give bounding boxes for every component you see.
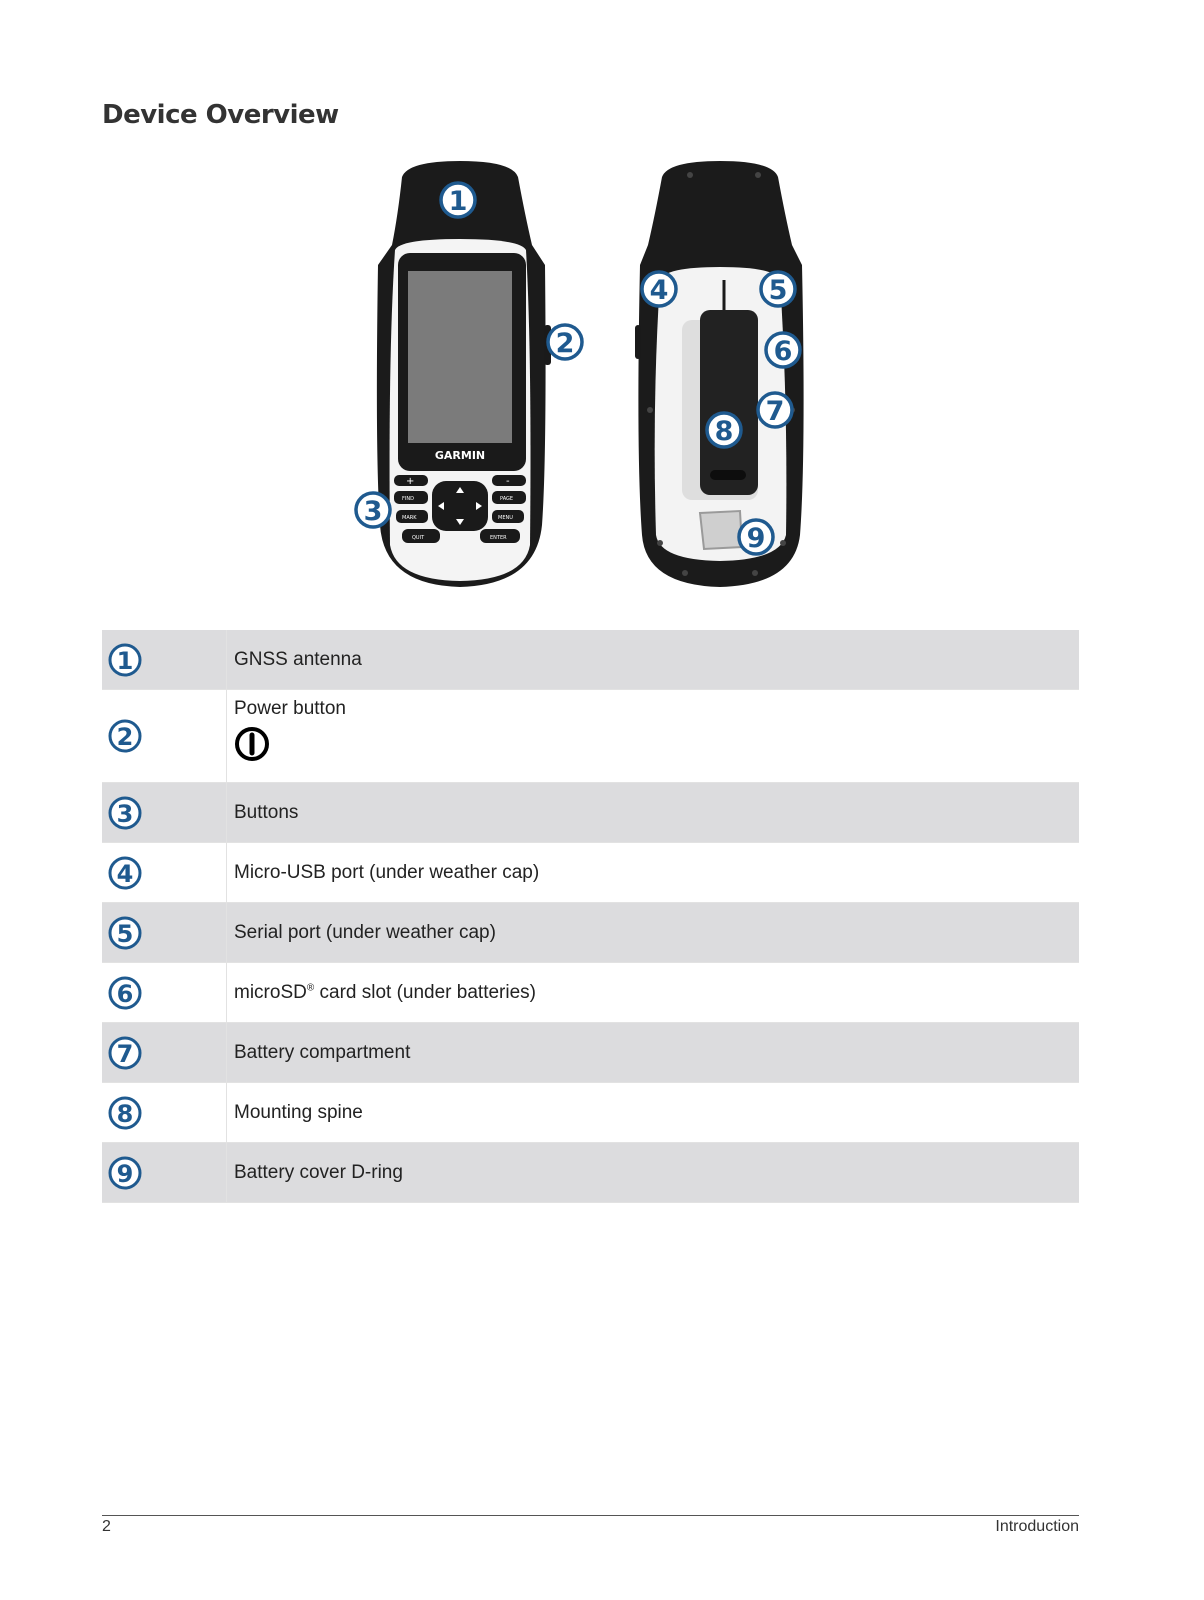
callout-badge-icon <box>107 1095 143 1131</box>
svg-text:QUIT: QUIT <box>412 535 425 541</box>
callout-8 <box>707 413 741 447</box>
svg-text:1: 1 <box>448 186 468 217</box>
legend-row <box>102 843 1079 903</box>
brand-label: GARMIN <box>434 449 486 462</box>
svg-text:FIND: FIND <box>402 496 414 502</box>
legend-row <box>102 1143 1079 1203</box>
callout-6 <box>766 333 800 367</box>
svg-text:3: 3 <box>116 799 134 828</box>
svg-text:1: 1 <box>116 646 134 675</box>
device-front <box>377 161 551 587</box>
svg-text:6: 6 <box>116 979 134 1008</box>
svg-text:5: 5 <box>116 919 134 948</box>
svg-text:5: 5 <box>768 275 788 306</box>
svg-text:-: - <box>506 476 510 487</box>
device-illustration-svg <box>340 155 840 605</box>
callout-3 <box>356 493 390 527</box>
callout-9 <box>739 520 773 554</box>
callout-badge-icon <box>107 855 143 891</box>
page-number: 2 <box>102 1518 111 1535</box>
callout-legend-table <box>102 630 1079 1203</box>
svg-text:8: 8 <box>714 416 734 447</box>
legend-row <box>102 630 1079 690</box>
section-name: Introduction <box>995 1518 1079 1535</box>
svg-text:2: 2 <box>116 723 134 751</box>
callout-badge-icon <box>107 1035 143 1071</box>
device-illustration <box>340 155 840 605</box>
svg-text:MARK: MARK <box>402 515 417 521</box>
legend-row <box>102 903 1079 963</box>
svg-text:7: 7 <box>765 396 785 427</box>
legend-label: microSD® card slot (under batteries) <box>234 981 536 1003</box>
svg-text:MENU: MENU <box>498 515 513 521</box>
footer-rule <box>102 1515 1079 1516</box>
legend-label: Micro-USB port (under weather cap) <box>234 861 540 883</box>
callout-badge-icon <box>107 795 143 831</box>
legend-row <box>102 963 1079 1023</box>
callout-2 <box>548 325 582 359</box>
callout-badge-icon <box>107 915 143 951</box>
page-title: Device Overview <box>102 100 339 130</box>
callout-5 <box>761 272 795 306</box>
svg-text:6: 6 <box>773 336 793 367</box>
svg-text:4: 4 <box>116 859 134 888</box>
callout-7 <box>758 393 792 427</box>
svg-text:8: 8 <box>116 1099 134 1128</box>
callout-4 <box>642 272 676 306</box>
callout-1 <box>441 183 475 217</box>
callout-badge-icon <box>107 718 143 754</box>
svg-text:3: 3 <box>363 496 383 527</box>
legend-label: GNSS antenna <box>227 630 1080 690</box>
callout-badge-icon <box>107 1155 143 1191</box>
svg-text:2: 2 <box>555 328 575 359</box>
mounting-spine <box>700 310 758 495</box>
legend-label: Battery compartment <box>227 1023 1080 1083</box>
svg-text:9: 9 <box>116 1159 134 1188</box>
legend-row <box>102 1083 1079 1143</box>
callout-badge-icon <box>107 642 143 678</box>
power-icon <box>234 726 270 762</box>
svg-text:7: 7 <box>116 1039 134 1068</box>
legend-label: Battery cover D-ring <box>227 1143 1080 1203</box>
legend-row <box>102 1023 1079 1083</box>
svg-text:9: 9 <box>746 523 766 554</box>
device-back <box>635 161 804 587</box>
svg-text:4: 4 <box>649 275 669 306</box>
legend-row <box>102 690 1079 783</box>
svg-text:PAGE: PAGE <box>500 496 514 502</box>
legend-label: Mounting spine <box>234 1101 363 1123</box>
legend-label: Serial port (under weather cap) <box>227 903 1080 963</box>
legend-label: Power button <box>234 698 346 719</box>
svg-text:ENTER: ENTER <box>490 535 507 541</box>
callout-badge-icon <box>107 975 143 1011</box>
legend-row <box>102 783 1079 843</box>
legend-label: Buttons <box>227 783 1080 843</box>
svg-text:+: + <box>406 476 415 487</box>
d-ring <box>700 511 742 549</box>
